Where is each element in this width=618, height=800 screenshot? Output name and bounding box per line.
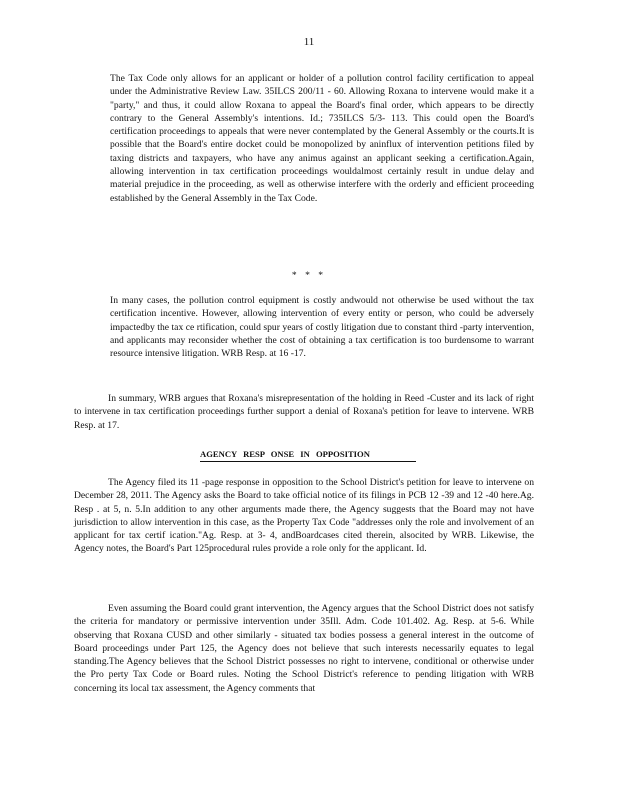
- page-number: 11: [303, 36, 315, 48]
- block-quote-second: In many cases, the pollution control equipment is costly andwould not otherwise be used without the tax certification incentive. However, allowing intervention of every entity or person, who could be adversely impactedby the tax ce rtification, could spur years of costly litigation due to constant third -party intervention, and applicants may reconsider whether the cost of obtaining a tax certification is too burdensome to warrant resource intensive litigation. WRB Resp. at 16 -17.: [110, 295, 534, 360]
- agency-paragraph-second: Even assuming the Board could grant intervention, the Agency argues that the School District does not satisfy the criteria for mandatory or permissive intervention under 35Ill. Adm. Code 101.402. Ag. Resp. at 5-6. While observing that Roxana CUSD and other similarly - situated tax bodies possess a general interest in the outcome of Board proceedings under Part 125, the Agency does not believe that such interests necessarily equates to legal standing.The Agency believes that the School District possesses no right to intervene, conditional or otherwise under the Pro perty Tax Code or Board rules. Noting the School District's reference to pending litigation with WRB concerning its local tax assessment, the Agency comments that: [74, 603, 534, 694]
- agency-paragraph-first: The Agency filed its 11 -page response in opposition to the School District's petition for leave to intervene on December 28, 2011. The Agency asks the Board to take official notice of its filings in PCB 12 -39 and 12 -40 here.Ag. Resp . at 5, n. 5.In addition to any other arguments made there, the Agency suggests that the Board may not have jurisdiction to allow intervention in this case, as the Property Tax Code "addresses only the role and involvement of an applicant for tax certif ication."Ag. Resp. at 3- 4, andBoardcases cited therein, alsocited by WRB. Likewise, the Agency notes, the Board's Part 125procedural rules provide a role only for the applicant. Id.: [74, 477, 534, 555]
- block-quote-first: The Tax Code only allows for an applicant or holder of a pollution control facility certification to appeal under the Administrative Review Law. 35ILCS 200/11 - 60. Allowing Roxana to intervene would make it a "party," and thus, it could allow Roxana to appeal the Board's final order, which appears to be directly contrary to the General Assembly's intentions. Id.; 735ILCS 5/3- 113. This could open the Board's certification proceedings to appeals that were never contemplated by the General Assembly or the courts.It is possible that the Board's entire docket could be monopolized by aninflux of intervention petitions filed by taxing districts and taxpayers, who have any animus against an applicant seeking a certification.Again, allowing intervention in tax certification proceedings wouldalmost certainly result in undue delay and material prejudice in the proceeding, as well as otherwise interfere with the orderly and efficient proceeding established by the General Assembly in the Tax Code.: [110, 73, 534, 204]
- section-heading: AGENCY RESP ONSE IN OPPOSITION: [200, 449, 416, 462]
- ellipsis-separator: * * *: [291, 270, 327, 281]
- summary-paragraph: In summary, WRB argues that Roxana's misrepresentation of the holding in Reed -Custer and its lack of right to intervene in tax certification proceedings further support a denial of Roxana's petition for leave to intervene. WRB Resp. at 17.: [74, 393, 534, 431]
